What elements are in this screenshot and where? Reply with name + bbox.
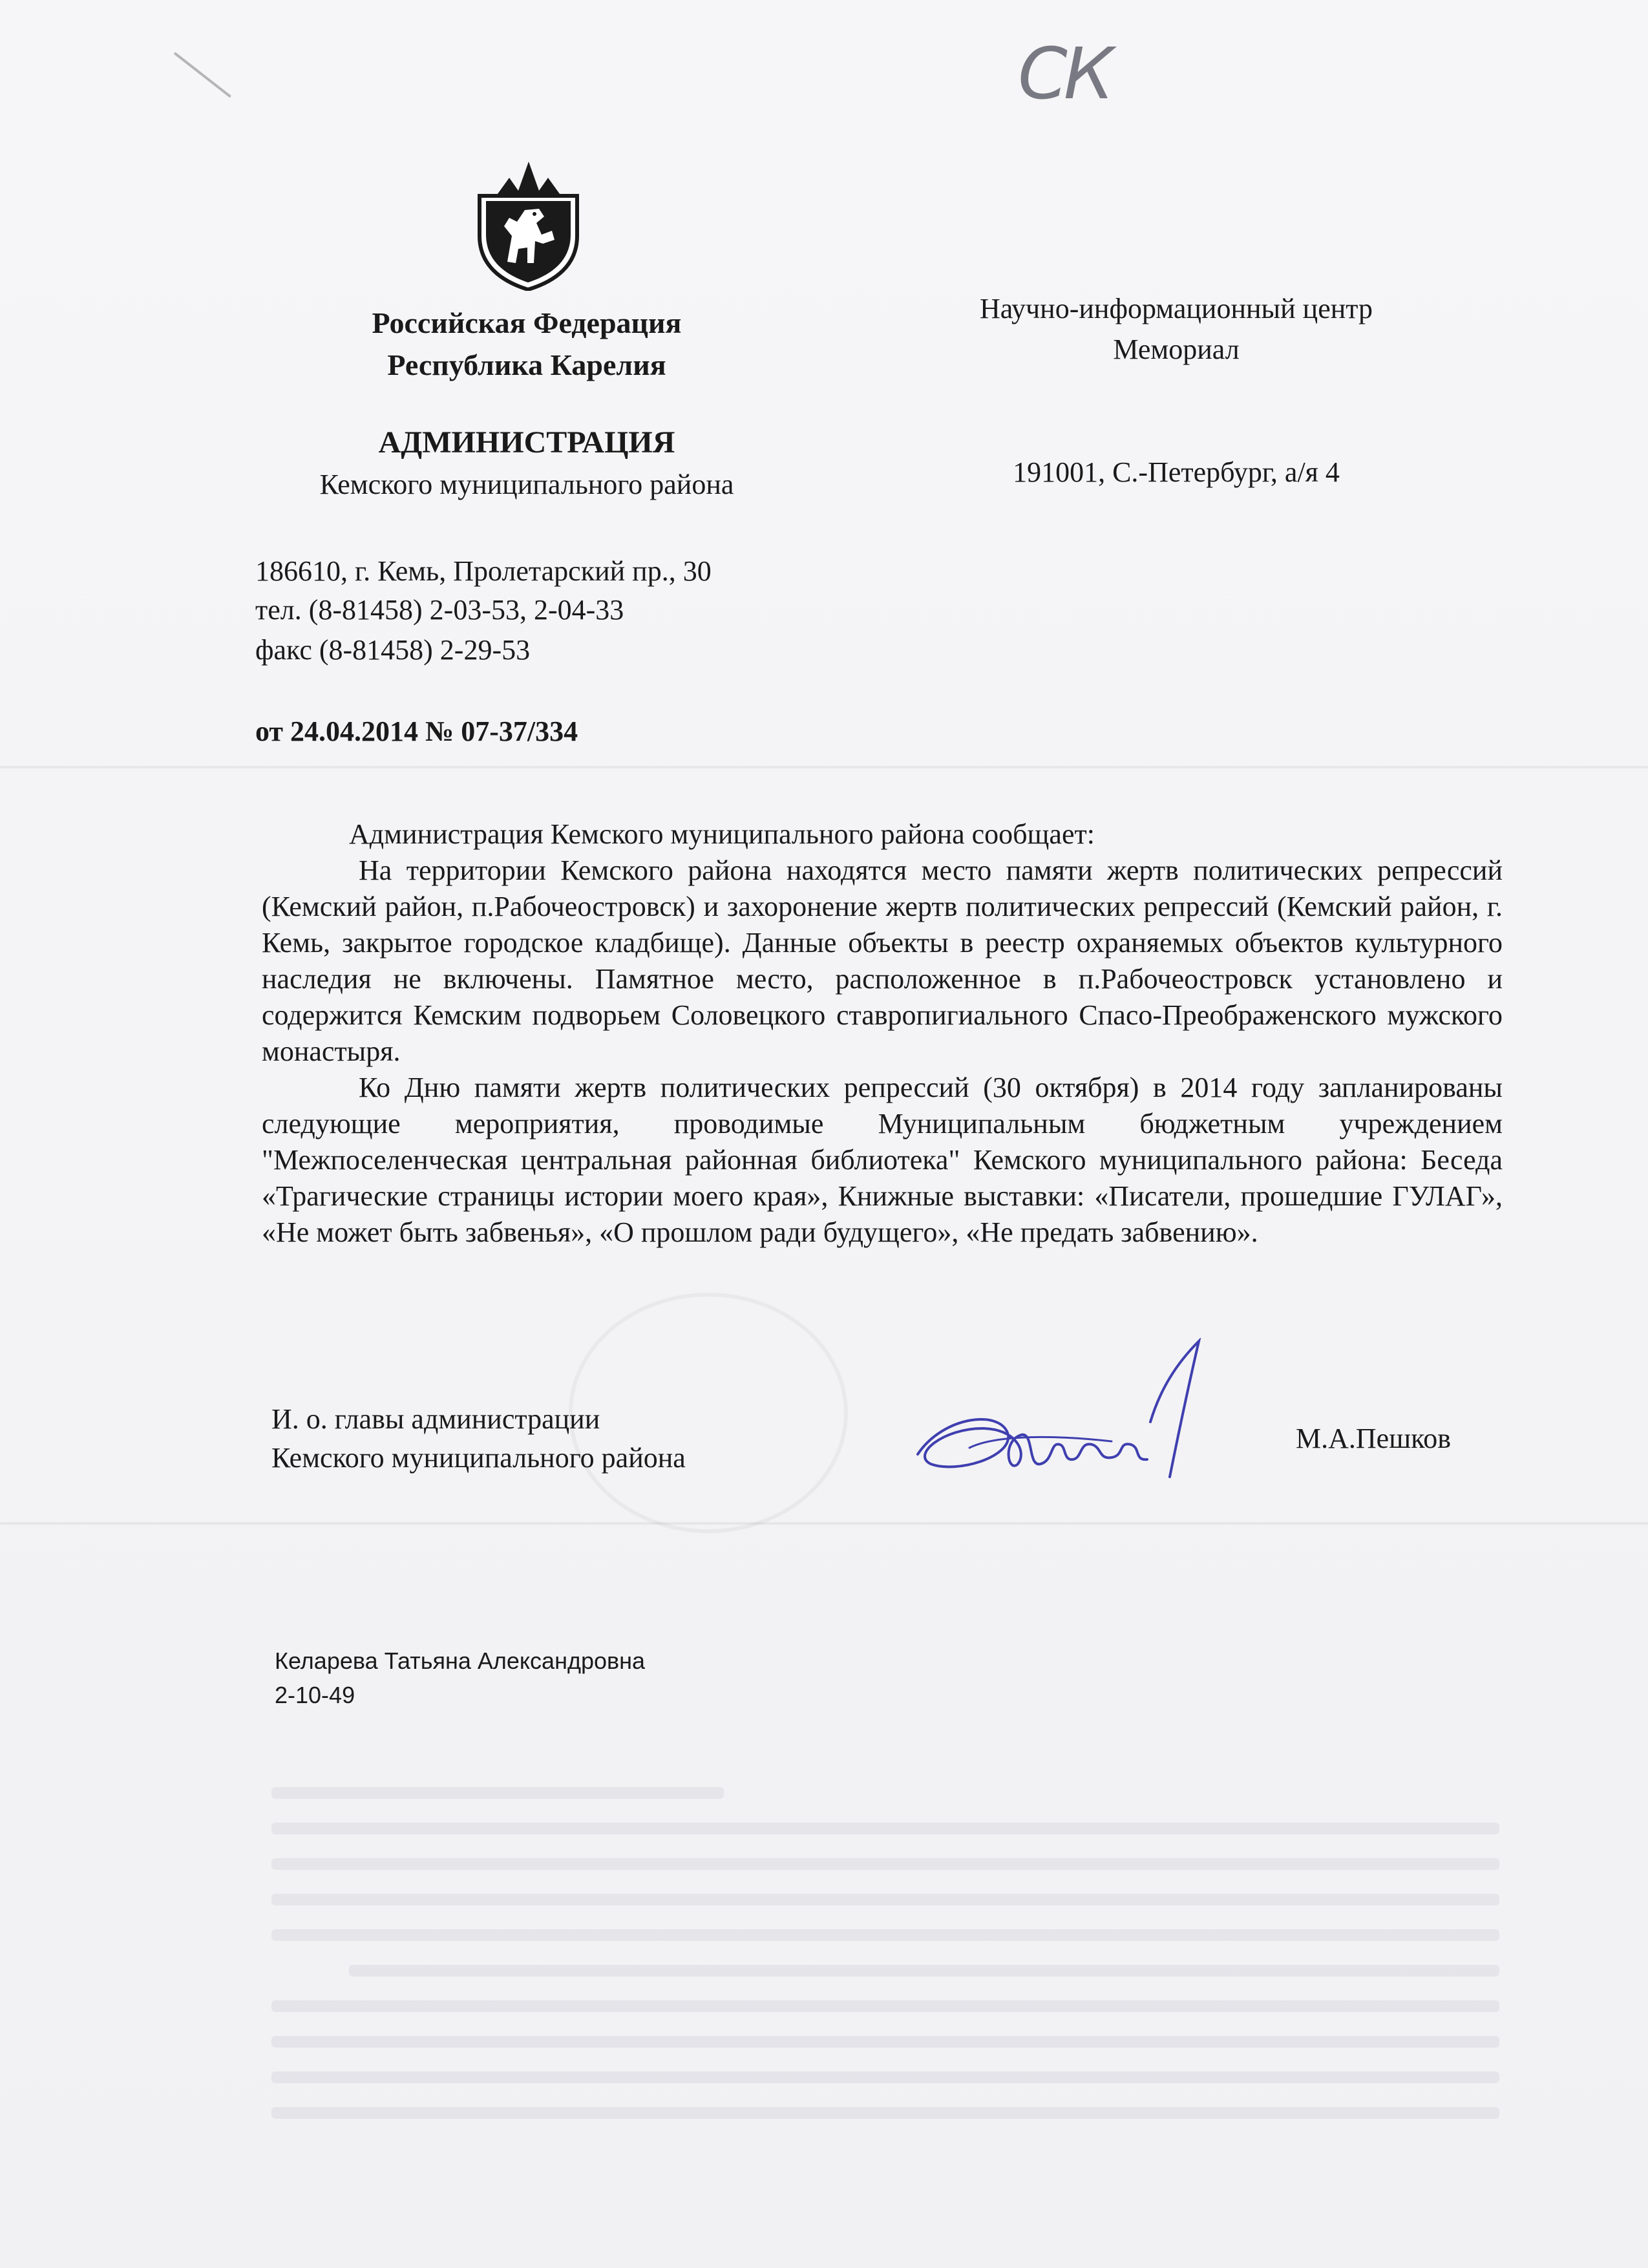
executor-name: Келарева Татьяна Александровна [275,1648,646,1674]
show-through-text [271,2000,1499,2012]
sender-fax: факс (8-81458) 2-29-53 [255,634,531,666]
coat-of-arms-icon [472,158,585,291]
signer-position-line2: Кемского муниципального района [271,1442,686,1474]
document-reference: от 24.04.2014 № 07-37/334 [255,715,578,747]
recipient-line1: Научно-информационный центр [979,293,1373,324]
sender-republic: Республика Карелия [387,348,666,381]
body-paragraph-intro: Администрация Кемского муниципального района сообщает: [349,818,1095,850]
recipient-line2: Мемориал [1113,334,1240,365]
letter-body [262,816,1503,1251]
signer-name: М.А.Пешков [1296,1423,1452,1454]
show-through-text [271,2036,1499,2048]
show-through-text [271,1894,1499,1905]
stamp-impression [569,1293,848,1533]
show-through-text [271,2107,1499,2119]
show-through-text [271,1929,1499,1941]
show-through-text [271,1787,724,1799]
show-through-text [271,1858,1499,1870]
paper-fold [0,766,1648,768]
sender-phone: тел. (8-81458) 2-03-53, 2-04-33 [255,594,624,626]
show-through-text [271,2072,1499,2083]
show-through-text [271,1823,1499,1834]
body-paragraph-events: Ко Дню памяти жертв политических репрессий (30 октября) в 2014 году запланированы следующие мероприятия, проводимые Муниципальным бюджетным учреждением "Межпоселенческая центральная районная библиотека" Кемского муниципального района: Беседа «Трагические страницы истории моего края», Книжные выставки: «Писатели, прошедшие ГУЛАГ», «Не может быть забвенья», «О прошлом ради будущего», «Не предать забвению». [262,1072,1503,1248]
recipient-address: 191001, С.-Петербург, а/я 4 [1013,456,1340,488]
body-paragraph-sites: На территории Кемского района находятся место памяти жертв политических репрессий (Кемский район, п.Рабочеостровск) и захоронение жертв политических репрессий (Кемский район, г. Кемь, закрытое городское кладбище). Данные объекты в реестр охраняемых объектов культурного наследия не включены. Памятное место, расположенное в п.Рабочеостровск установлено и содержится Кемским подворьем Соловецкого ставропигиального Спасо-Преображенского мужского монастыря. [262,854,1503,1067]
sender-org: АДМИНИСТРАЦИЯ [378,425,675,460]
sender-country: Российская Федерация [372,306,682,339]
handwritten-signature [905,1338,1228,1506]
executor-phone: 2-10-49 [275,1682,355,1708]
sender-address: 186610, г. Кемь, Пролетарский пр., 30 [255,555,712,587]
sender-org-sub: Кемского муниципального района [319,469,734,500]
handwritten-mark: СК [1018,32,1110,115]
show-through-text [349,1965,1499,1977]
paper-fold [0,1522,1648,1525]
signer-position-line1: И. о. главы администрации [271,1403,600,1435]
staple-mark [174,52,231,98]
